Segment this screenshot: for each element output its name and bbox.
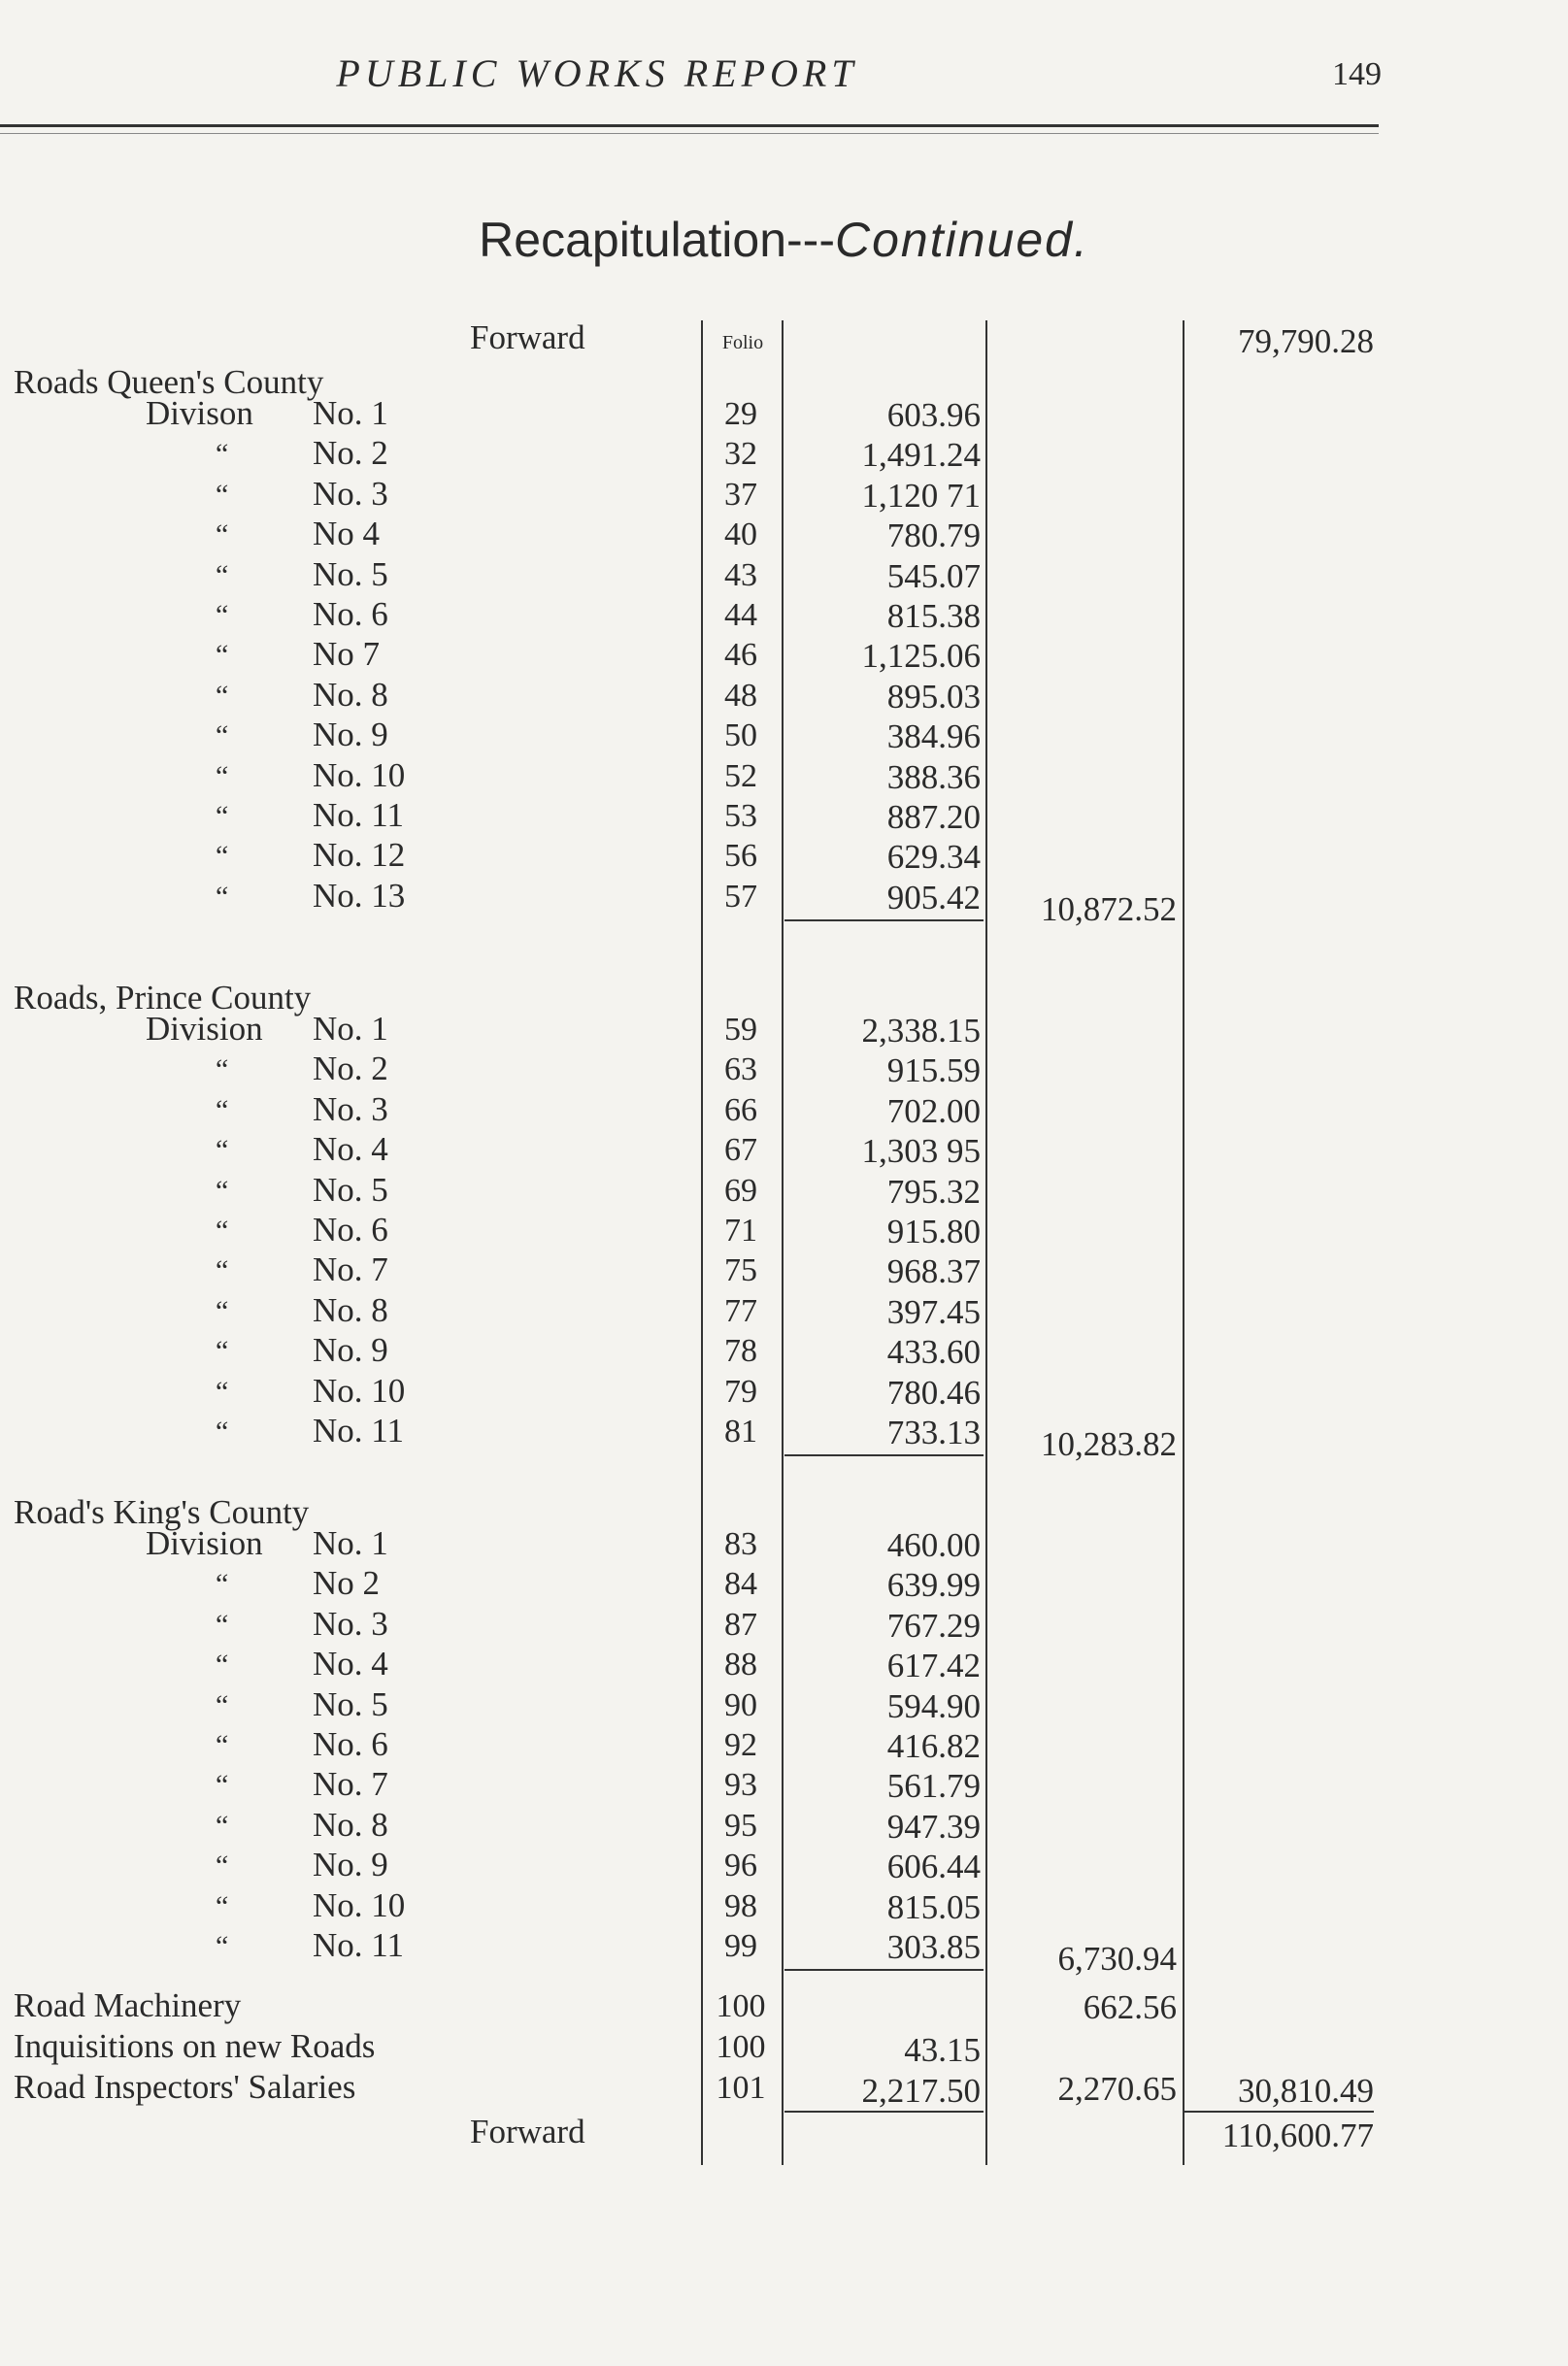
- title-continued: Continued.: [834, 213, 1089, 267]
- ditto-mark: “: [216, 1335, 229, 1368]
- ditto-mark: “: [216, 679, 229, 712]
- division-amount: 397.45: [886, 1292, 981, 1331]
- division-amount: 815.05: [886, 1887, 981, 1926]
- folio-number: 48: [724, 677, 757, 714]
- division-amount: 815.38: [886, 597, 981, 635]
- division-number: No. 5: [313, 1684, 388, 1723]
- folio-number: 95: [724, 1807, 757, 1844]
- division-amount: 795.32: [886, 1172, 981, 1211]
- folio-number: 56: [724, 838, 757, 875]
- ditto-mark: “: [216, 1688, 229, 1721]
- ditto-mark: “: [216, 800, 229, 832]
- division-number: No. 10: [313, 1371, 406, 1410]
- column-rule-subtotal-right: [1183, 320, 1184, 2165]
- section-subtotal: 10,872.52: [1041, 889, 1177, 928]
- division-number: No. 12: [313, 836, 406, 875]
- division-amount: 1,303 95: [861, 1132, 981, 1171]
- ditto-mark: “: [216, 1174, 229, 1207]
- division-number: No. 7: [313, 1250, 388, 1289]
- division-amount: 915.80: [886, 1213, 981, 1250]
- folio-number: 87: [724, 1606, 757, 1643]
- folio-number: 63: [724, 1051, 757, 1088]
- ditto-mark: “: [216, 438, 229, 471]
- folio-number: 37: [724, 476, 757, 513]
- folio-number: 96: [724, 1848, 757, 1884]
- folio-number: 69: [724, 1172, 757, 1209]
- folio-number: 67: [724, 1132, 757, 1169]
- ditto-mark: “: [216, 1769, 229, 1802]
- folio-number: 93: [724, 1767, 757, 1804]
- division-number: No. 11: [313, 1412, 404, 1450]
- ditto-mark: “: [216, 1930, 229, 1962]
- division-amount: 606.44: [886, 1848, 981, 1886]
- folio-number: 57: [724, 878, 757, 915]
- division-amount: 1,120 71: [861, 476, 981, 515]
- division-amount: 780.46: [886, 1373, 981, 1412]
- division-number: No. 2: [313, 1050, 388, 1088]
- division-number: No. 4: [313, 1130, 388, 1169]
- ditto-mark: “: [216, 1416, 229, 1448]
- ditto-mark: “: [216, 599, 229, 631]
- folio-number: 46: [724, 637, 757, 674]
- division-label: Division: [146, 1524, 263, 1562]
- folio-number: 66: [724, 1091, 757, 1128]
- division-number: No. 8: [313, 1290, 388, 1329]
- ditto-mark: “: [216, 719, 229, 752]
- division-amount: 561.79: [886, 1767, 981, 1806]
- division-number: No. 11: [313, 796, 404, 834]
- folio-number: 53: [724, 798, 757, 834]
- division-amount: 947.39: [886, 1807, 981, 1846]
- expense-label: Road Inspectors' Salaries: [14, 2068, 356, 2106]
- division-number: No. 8: [313, 675, 388, 714]
- folio-number: 99: [724, 1928, 757, 1964]
- ditto-mark: “: [216, 1294, 229, 1327]
- folio-number: 100: [716, 2029, 766, 2065]
- division-amount: 639.99: [886, 1566, 981, 1605]
- division-number: No. 6: [313, 1725, 388, 1763]
- expense-label: Road Machinery: [14, 1986, 242, 2024]
- running-title: PUBLIC WORKS REPORT: [336, 51, 858, 95]
- expense-subtotal: 2,270.65: [1057, 2070, 1177, 2108]
- division-number: No. 3: [313, 1089, 388, 1128]
- division-number: No. 1: [313, 394, 388, 432]
- folio-column-header: Folio: [721, 332, 764, 353]
- folio-number: 101: [716, 2070, 766, 2106]
- division-number: No 2: [313, 1564, 381, 1603]
- division-amount: 384.96: [886, 717, 981, 756]
- folio-number: 50: [724, 717, 757, 754]
- division-amount: 433.60: [886, 1333, 981, 1372]
- folio-number: 71: [724, 1213, 757, 1249]
- forward-total-bottom: 110,600.77: [1221, 2116, 1374, 2154]
- amount-sum-rule: [784, 2111, 984, 2113]
- division-number: No. 9: [313, 1846, 388, 1884]
- division-amount: 1,491.24: [861, 436, 981, 475]
- division-number: No. 4: [313, 1645, 388, 1683]
- expense-subtotal: 662.56: [1083, 1988, 1177, 2026]
- folio-number: 79: [724, 1373, 757, 1410]
- division-label: Division: [146, 1010, 263, 1048]
- division-number: No. 3: [313, 474, 388, 513]
- division-amount: 617.42: [886, 1647, 981, 1685]
- ditto-mark: “: [216, 880, 229, 913]
- folio-number: 40: [724, 517, 757, 553]
- page-number: 149: [1332, 56, 1382, 92]
- ditto-mark: “: [216, 1254, 229, 1287]
- division-number: No 4: [313, 515, 381, 553]
- division-number: No. 1: [313, 1524, 388, 1562]
- division-number: No. 5: [313, 554, 388, 593]
- division-amount: 1,125.06: [861, 637, 981, 676]
- ditto-mark: “: [216, 478, 229, 511]
- division-amount: 733.13: [886, 1414, 981, 1451]
- division-amount: 887.20: [886, 798, 981, 836]
- division-label: Divison: [146, 394, 253, 432]
- division-number: No. 10: [313, 755, 406, 794]
- division-number: No. 3: [313, 1604, 388, 1643]
- ditto-mark: “: [216, 518, 229, 551]
- expense-label: Inquisitions on new Roads: [14, 2027, 376, 2065]
- ditto-mark: “: [216, 1093, 229, 1126]
- folio-number: 98: [724, 1887, 757, 1924]
- expense-amount: 43.15: [904, 2031, 981, 2069]
- division-number: No. 9: [313, 1331, 388, 1370]
- division-amount: 594.90: [886, 1686, 981, 1725]
- ditto-mark: “: [216, 1215, 229, 1247]
- division-amount: 603.96: [886, 396, 981, 434]
- folio-number: 88: [724, 1647, 757, 1683]
- division-number: No. 13: [313, 876, 406, 915]
- section-heading: Roads, Prince County: [14, 979, 312, 1016]
- ditto-mark: “: [216, 1375, 229, 1408]
- division-number: No. 9: [313, 716, 388, 754]
- section-subtotal: 10,283.82: [1041, 1425, 1177, 1463]
- division-number: No. 6: [313, 1211, 388, 1249]
- forward-label-bottom: Forward: [470, 2113, 585, 2150]
- division-amount: 303.85: [886, 1928, 981, 1966]
- title-main: Recapitulation---: [479, 213, 835, 267]
- division-number: No. 2: [313, 434, 388, 473]
- folio-number: 100: [716, 1988, 766, 2024]
- section-heading: Road's King's County: [14, 1493, 310, 1531]
- ditto-mark: “: [216, 1849, 229, 1883]
- ditto-mark: “: [216, 840, 229, 873]
- header-rule-thin: [0, 133, 1379, 134]
- folio-number: 44: [724, 597, 757, 633]
- folio-number: 92: [724, 1727, 757, 1763]
- division-number: No. 11: [313, 1926, 404, 1964]
- expense-total: 30,810.49: [1238, 2072, 1374, 2110]
- folio-number: 77: [724, 1292, 757, 1329]
- section-subtotal: 6,730.94: [1057, 1940, 1177, 1978]
- folio-number: 90: [724, 1686, 757, 1723]
- folio-number: 84: [724, 1566, 757, 1603]
- expense-amount: 2,217.50: [861, 2072, 981, 2110]
- division-amount: 968.37: [886, 1252, 981, 1291]
- division-amount: 895.03: [886, 677, 981, 716]
- folio-number: 78: [724, 1333, 757, 1370]
- ditto-mark: “: [216, 1889, 229, 1922]
- division-amount: 915.59: [886, 1051, 981, 1090]
- division-amount: 780.79: [886, 517, 981, 555]
- division-amount: 460.00: [886, 1526, 981, 1564]
- folio-number: 29: [724, 396, 757, 432]
- division-amount: 545.07: [886, 556, 981, 595]
- ditto-mark: “: [216, 1568, 229, 1601]
- division-amount: 767.29: [886, 1606, 981, 1645]
- division-amount: 629.34: [886, 838, 981, 877]
- division-amount: 905.42: [886, 878, 981, 916]
- folio-number: 75: [724, 1252, 757, 1289]
- division-number: No. 7: [313, 1765, 388, 1804]
- division-amount: 388.36: [886, 757, 981, 796]
- folio-number: 32: [724, 436, 757, 473]
- division-number: No. 6: [313, 595, 388, 633]
- division-number: No 7: [313, 635, 381, 674]
- page-title: [0, 212, 1568, 268]
- ditto-mark: “: [216, 759, 229, 792]
- folio-number: 81: [724, 1414, 757, 1450]
- division-amount: 416.82: [886, 1727, 981, 1765]
- section-heading: Roads Queen's County: [14, 363, 324, 401]
- ditto-mark: “: [216, 1649, 229, 1682]
- division-amount: 2,338.15: [861, 1012, 981, 1050]
- total-sum-rule: [1184, 2111, 1374, 2113]
- division-number: No. 1: [313, 1010, 388, 1048]
- folio-number: 83: [724, 1526, 757, 1562]
- ditto-mark: “: [216, 1729, 229, 1761]
- division-amount: 702.00: [886, 1091, 981, 1130]
- ditto-mark: “: [216, 1053, 229, 1086]
- ditto-mark: “: [216, 1134, 229, 1167]
- header-rule: [0, 124, 1379, 127]
- ditto-mark: “: [216, 639, 229, 672]
- division-number: No. 10: [313, 1885, 406, 1924]
- division-number: No. 5: [313, 1170, 388, 1209]
- forward-label-top: Forward: [470, 318, 585, 356]
- forward-total-top: 79,790.28: [1238, 322, 1374, 360]
- division-number: No. 8: [313, 1805, 388, 1844]
- ditto-mark: “: [216, 558, 229, 591]
- folio-number: 59: [724, 1012, 757, 1048]
- column-rule-amount-right: [985, 320, 987, 2165]
- ditto-mark: “: [216, 1809, 229, 1842]
- folio-number: 52: [724, 757, 757, 794]
- folio-number: 43: [724, 556, 757, 593]
- ditto-mark: “: [216, 1608, 229, 1641]
